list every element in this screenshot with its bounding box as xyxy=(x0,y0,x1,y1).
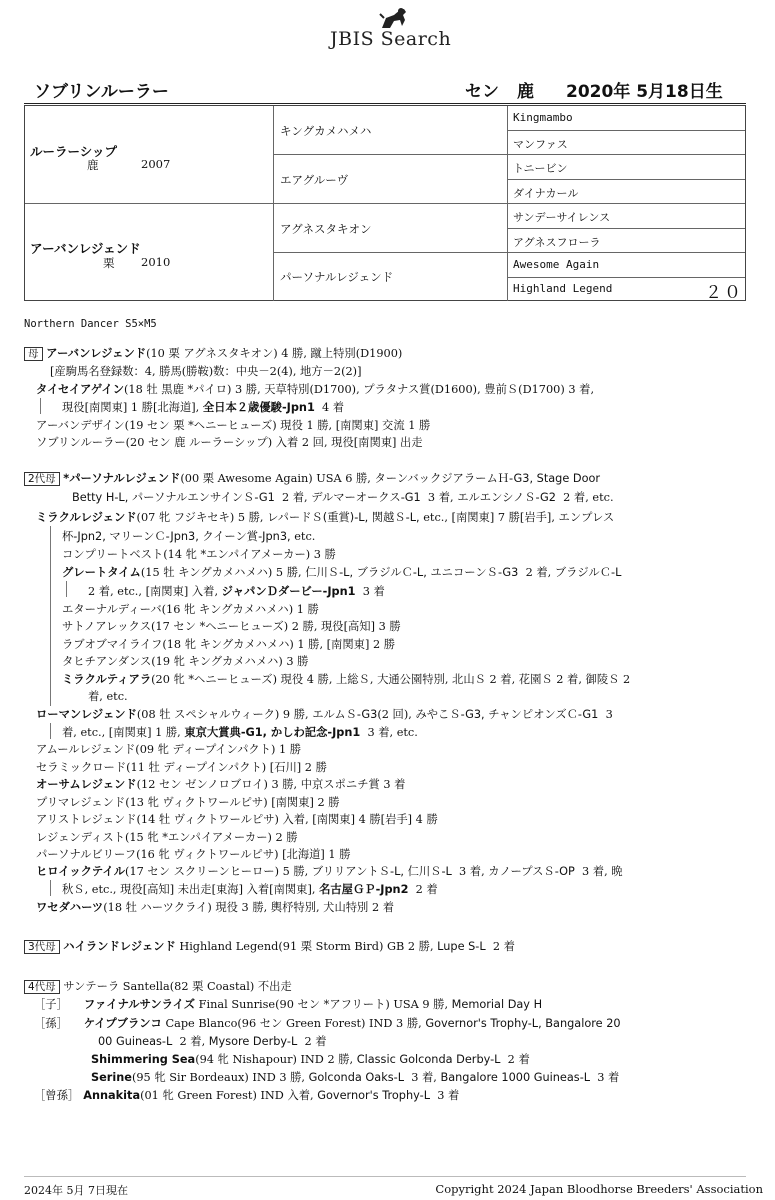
race-name: Memorial Day H xyxy=(451,998,543,1011)
record-text: 2 着, etc., [南関東] 入着, xyxy=(88,585,222,598)
record-text: 2 着, xyxy=(281,491,312,504)
record-text: 2 着 xyxy=(507,1053,530,1066)
horse-link[interactable]: タイセイアゲイン xyxy=(36,383,125,396)
horse-link[interactable]: ハイランドレジェンド xyxy=(63,940,176,953)
record-line xyxy=(62,565,621,580)
pedigree-gen2-cell xyxy=(274,106,508,155)
record-text: (10 栗 アグネスタキオン) 4 勝, 蹴上特別(D1900) xyxy=(146,347,403,360)
pedigree-gen3-cell xyxy=(508,106,745,131)
race-name: ジャパンＤダービー-Jpn1 xyxy=(221,585,356,598)
pedigree-gen3-cell xyxy=(508,131,745,155)
record-text: etc. xyxy=(290,530,316,543)
pedigree-sire-cell xyxy=(25,106,274,204)
dam-name[interactable]: アーバンレジェンド xyxy=(30,241,141,256)
horse-link[interactable]: ローマンレジェンド xyxy=(36,708,137,721)
record-line xyxy=(36,707,613,722)
record-line xyxy=(34,1016,621,1031)
race-name: Golconda Oaks-L xyxy=(308,1071,405,1084)
horse-link[interactable]: ワセダハーツ xyxy=(36,901,104,914)
record-line: サトノアレックス(17 セン *ヘニーヒューズ) 2 勝, 現役[高知] 3 勝 xyxy=(62,620,401,633)
record-line: タヒチアンダンス(19 牝 キングカメハメハ) 3 勝 xyxy=(62,655,309,668)
record-text: (94 牝 Nishapour) IND 2 勝, xyxy=(195,1053,357,1066)
race-name: レパードＳ(重賞)-L, 関越Ｓ-L, xyxy=(267,511,420,524)
second-dam-line xyxy=(24,471,600,486)
record-line xyxy=(91,1052,530,1067)
horse-birthdate: 2020年 5月18日生 xyxy=(566,82,723,102)
sire-color: 鹿 xyxy=(87,158,99,172)
gen3-name[interactable]: ダイナカール xyxy=(513,187,579,200)
record-text: 3 着, xyxy=(411,1071,441,1084)
record-text: (15 牡 キングカメハメハ) 5 勝, xyxy=(140,566,306,579)
record-text: (07 牝 フジキセキ) 5 勝, xyxy=(136,511,268,524)
race-name: Bangalore 1000 Guineas-L xyxy=(440,1071,591,1084)
relation-tag: ［孫］ xyxy=(34,1017,68,1030)
relation-tag: ［子］ xyxy=(34,998,68,1011)
race-name: エンプレス xyxy=(558,511,615,524)
race-name: Mysore Derby-L xyxy=(208,1035,298,1048)
record-line xyxy=(91,1070,619,1085)
record-text: 2 着 xyxy=(492,940,515,953)
record-line: 着, etc. xyxy=(88,690,128,703)
record-text: (18 牡 黒鹿 *パイロ) 3 勝, 天草特別(D1700), プラタナス賞(D1600), 豊前Ｓ(D1700) 3 着, xyxy=(124,383,595,396)
gen3-name[interactable]: Awesome Again xyxy=(513,258,600,271)
record-text: 3 着, xyxy=(459,865,489,878)
record-text: (08 牡 スペシャルウィーク) 9 勝, xyxy=(136,708,313,721)
horse-link[interactable]: グレートタイム xyxy=(62,566,141,579)
record-line xyxy=(62,882,438,897)
record-line xyxy=(62,400,344,415)
record-line: プリマレジェンド(13 牝 ヴィクトワールピサ) [南関東] 2 勝 xyxy=(36,796,340,809)
logo-text: JBIS Search xyxy=(330,28,452,50)
race-name: 全日本２歳優駿-Jpn1 xyxy=(202,401,315,414)
pedigree-gen2-cell xyxy=(274,204,508,253)
gen2-name[interactable]: アグネスタキオン xyxy=(280,222,372,236)
pedigree-gen3-cell xyxy=(508,253,745,278)
section-label: 2代母 xyxy=(24,472,60,486)
horse-sex: セン xyxy=(465,82,499,102)
pedigree-gen3-cell xyxy=(508,180,745,204)
pedigree-dam-cell xyxy=(25,204,274,301)
record-line xyxy=(62,529,315,544)
record-text: (12 セン ゼンノロブロイ) 3 勝, 中京スポニチ賞 3 着 xyxy=(136,778,406,791)
gen2-name[interactable]: パーソナルレジェンド xyxy=(280,270,394,284)
fourth-dam-line xyxy=(24,979,292,994)
record-line: レジェンディスト(15 牝 *エンパイアメーカー) 2 勝 xyxy=(36,831,298,844)
record-text: 3 着, xyxy=(427,491,458,504)
as-of-date: 2024年 5月 7日現在 xyxy=(24,1184,128,1197)
record-line xyxy=(36,382,594,397)
record-text: サンテーラ Santella(82 栗 Coastal) 不出走 xyxy=(63,980,292,993)
gen3-name[interactable]: トニービン xyxy=(513,162,568,175)
record-line xyxy=(36,510,614,525)
record-line: アムールレジェンド(09 牝 ディープインパクト) 1 勝 xyxy=(36,743,302,756)
race-name: デルマーオークス-G1 xyxy=(311,491,421,504)
record-line xyxy=(62,672,630,687)
pedigree-gen3-cell xyxy=(508,155,745,180)
record-line xyxy=(34,1088,459,1103)
race-name: エルムＳ-G3 xyxy=(312,708,378,721)
horse-link[interactable]: ミラクルレジェンド xyxy=(36,511,137,524)
indent-bar xyxy=(50,723,51,739)
indent-bar xyxy=(40,398,41,414)
gen3-name[interactable]: サンデーサイレンス xyxy=(513,211,611,224)
gen3-name[interactable]: Highland Legend xyxy=(513,282,613,295)
relation-tag: ［曾孫］ xyxy=(34,1089,80,1102)
race-name: Betty H-L, パーソナルエンサインＳ-G1 xyxy=(72,491,275,504)
record-text: 2 着, etc. xyxy=(563,491,614,504)
record-line xyxy=(36,900,394,915)
record-text: 3 着 xyxy=(437,1089,460,1102)
pedigree-gen3-cell xyxy=(508,278,745,301)
record-line: ソブリンルーラー(20 セン 鹿 ルーラーシップ) 入着 2 回, 現役[南関東] 出走 xyxy=(36,436,423,449)
sire-year: 2007 xyxy=(141,157,171,171)
race-name: 東京大賞典-G1, かしわ記念-Jpn1 xyxy=(184,726,361,739)
horse-link[interactable]: Shimmering Sea xyxy=(91,1053,196,1066)
race-name: Governor's Trophy-L, Bangalore 20 xyxy=(425,1017,621,1030)
race-name: ターンバックジアラームＨ-G3, Stage Door xyxy=(374,472,601,485)
race-name: ブリリアントＳ-L, 仁川Ｓ-L xyxy=(311,865,452,878)
family-number: ２０ xyxy=(705,283,743,303)
pedigree-table xyxy=(24,105,746,301)
dam-color: 栗 xyxy=(103,256,115,270)
pedigree-gen2-cell xyxy=(274,155,508,204)
sire-name[interactable]: ルーラーシップ xyxy=(30,144,118,159)
record-line xyxy=(98,1034,327,1049)
record-text: (2 回), xyxy=(377,708,416,721)
record-text: (18 牡 ハーツクライ) 現役 3 勝, 輿杼特別, 犬山特別 2 着 xyxy=(103,901,395,914)
indent-bar xyxy=(50,526,51,706)
record-text: 現役[南関東] 1 勝[北海道], xyxy=(62,401,203,414)
horse-link[interactable]: ケイプブランコ xyxy=(83,1017,162,1030)
race-name: 仁川Ｓ-L, ブラジルＣ-L, ユニコーンＳ-G3 xyxy=(305,566,519,579)
jbis-logo[interactable] xyxy=(330,6,460,54)
record-text: 3 着, 晩 xyxy=(582,865,623,878)
record-line: コンプリートベスト(14 牝 *エンパイアメーカー) 3 勝 xyxy=(62,548,336,561)
copyright: Copyright 2024 Japan Bloodhorse Breeders' Association xyxy=(435,1182,763,1196)
record-text: 2 着 xyxy=(415,883,438,896)
footer-divider xyxy=(24,1176,746,1177)
record-text: 2 着 xyxy=(304,1035,327,1048)
record-line: セラミックロード(11 牡 ディープインパクト) [石川] 2 勝 xyxy=(36,761,327,774)
section-label: 4代母 xyxy=(24,980,60,994)
indent-bar xyxy=(66,581,67,597)
pedigree-gen3-cell xyxy=(508,204,745,229)
race-name: 00 Guineas-L xyxy=(98,1035,173,1048)
race-name: Governor's Trophy-L xyxy=(317,1089,430,1102)
record-line: エターナルディーバ(16 牝 キングカメハメハ) 1 勝 xyxy=(62,603,319,616)
indent-bar xyxy=(50,880,51,896)
gen2-name[interactable]: エアグルーヴ xyxy=(280,173,349,187)
record-line xyxy=(62,725,418,740)
record-line: アリストレジェンド(14 牡 ヴィクトワールピサ) 入着, [南関東] 4 勝[岩手] 4 勝 xyxy=(36,813,438,826)
race-name: 杯-Jpn2, マリーンＣ-Jpn3, クイーン賞-Jpn3, xyxy=(62,530,291,543)
record-line xyxy=(34,997,542,1012)
record-text: Highland Legend(91 栗 Storm Bird) GB 2 勝, xyxy=(175,940,438,953)
record-text: 3 着 xyxy=(597,1071,620,1084)
gen3-name[interactable]: Kingmambo xyxy=(513,111,573,124)
record-text: (17 セン スクリーンヒーロー) 5 勝, xyxy=(125,865,312,878)
record-line xyxy=(36,864,623,879)
record-line: パーソナルビリーフ(16 牝 ヴィクトワールピサ) [北海道] 1 勝 xyxy=(36,848,351,861)
record-text: Cape Blanco(96 セン Green Forest) IND 3 勝, xyxy=(161,1017,426,1030)
horse-color: 鹿 xyxy=(517,82,534,102)
horse-link[interactable]: *パーソナルレジェンド xyxy=(63,472,181,485)
third-dam-line xyxy=(24,939,515,954)
dam-year: 2010 xyxy=(141,255,171,269)
horse-link[interactable]: ミラクルティアラ xyxy=(62,673,152,686)
horse-link[interactable]: ファイナルサンライズ xyxy=(83,998,196,1011)
record-line xyxy=(36,777,405,792)
record-text: (95 牝 Sir Bordeaux) IND 3 勝, xyxy=(131,1071,309,1084)
record-text: 2 着, xyxy=(179,1035,209,1048)
record-text: 3 xyxy=(605,708,613,721)
race-name: 名古屋ＧＰ-Jpn2 xyxy=(319,883,409,896)
horse-link[interactable]: Serine xyxy=(91,1071,132,1084)
section-label: 3代母 xyxy=(24,940,60,954)
horse-link[interactable]: オーサムレジェンド xyxy=(36,778,137,791)
record-text: 2 着, xyxy=(525,566,555,579)
pedigree-gen3-cell xyxy=(508,229,745,253)
record-text: (20 牝 *ヘニーヒューズ) 現役 4 勝, 上総Ｓ, 大通公園特別, 北山Ｓ 2 着, 花園Ｓ 2 着, 御陵Ｓ 2 xyxy=(151,673,631,686)
race-name: カノープスＳ-OP xyxy=(488,865,575,878)
record-text: 3 着, etc. xyxy=(367,726,418,739)
horse-link[interactable]: ヒロイックテイル xyxy=(36,865,126,878)
record-line: ラブオブマイライフ(18 牝 キングカメハメハ) 1 勝, [南関東] 2 勝 xyxy=(62,638,396,651)
race-name: Classic Golconda Derby-L xyxy=(356,1053,501,1066)
record-text: Final Sunrise(90 セン *アフリート) USA 9 勝, xyxy=(195,998,452,1011)
race-name: エルエンシノＳ-G2 xyxy=(457,491,556,504)
gen3-name[interactable]: アグネスフローラ xyxy=(513,236,601,249)
record-text: 3 着 xyxy=(362,585,385,598)
race-name: ブラジルＣ-L xyxy=(554,566,622,579)
pedigree-gen2-cell xyxy=(274,253,508,301)
race-name: みやこＳ-G3, チャンピオンズＣ-G1 xyxy=(415,708,599,721)
record-line: アーバンデザイン(19 セン 栗 *ヘニーヒューズ) 現役 1 勝, [南関東] 交流 1 勝 xyxy=(36,419,431,432)
horse-name: ソブリンルーラー xyxy=(34,82,169,102)
gen2-name[interactable]: キングカメハメハ xyxy=(280,124,372,138)
header-divider xyxy=(24,103,746,104)
record-text: (01 牝 Green Forest) IND 入着, xyxy=(140,1089,318,1102)
record-text: 着, etc., [南関東] 1 勝, xyxy=(62,726,185,739)
record-text: 秋Ｓ, etc., 現役[高知] 未出走[東海] 入着[南関東], xyxy=(62,883,320,896)
record-text: 4 着 xyxy=(322,401,345,414)
horse-link[interactable]: アーバンレジェンド xyxy=(46,347,147,360)
record-line xyxy=(72,490,614,505)
record-text: etc., [南関東] 7 勝[岩手], xyxy=(419,511,559,524)
inbreeding-note: Northern Dancer S5×M5 xyxy=(24,318,157,330)
dam-line xyxy=(24,346,402,361)
gen3-name[interactable]: マンファス xyxy=(513,138,568,151)
record-text: (00 栗 Awesome Again) USA 6 勝, xyxy=(180,472,375,485)
section-label: 母 xyxy=(24,347,43,361)
record-line xyxy=(88,584,385,599)
progeny-stats: [産駒馬名登録数：4, 勝馬(勝鞍)数：中央－2(4), 地方－2(2)] xyxy=(50,365,362,378)
horse-link[interactable]: Annakita xyxy=(83,1089,141,1102)
race-name: Lupe S-L xyxy=(437,940,486,953)
